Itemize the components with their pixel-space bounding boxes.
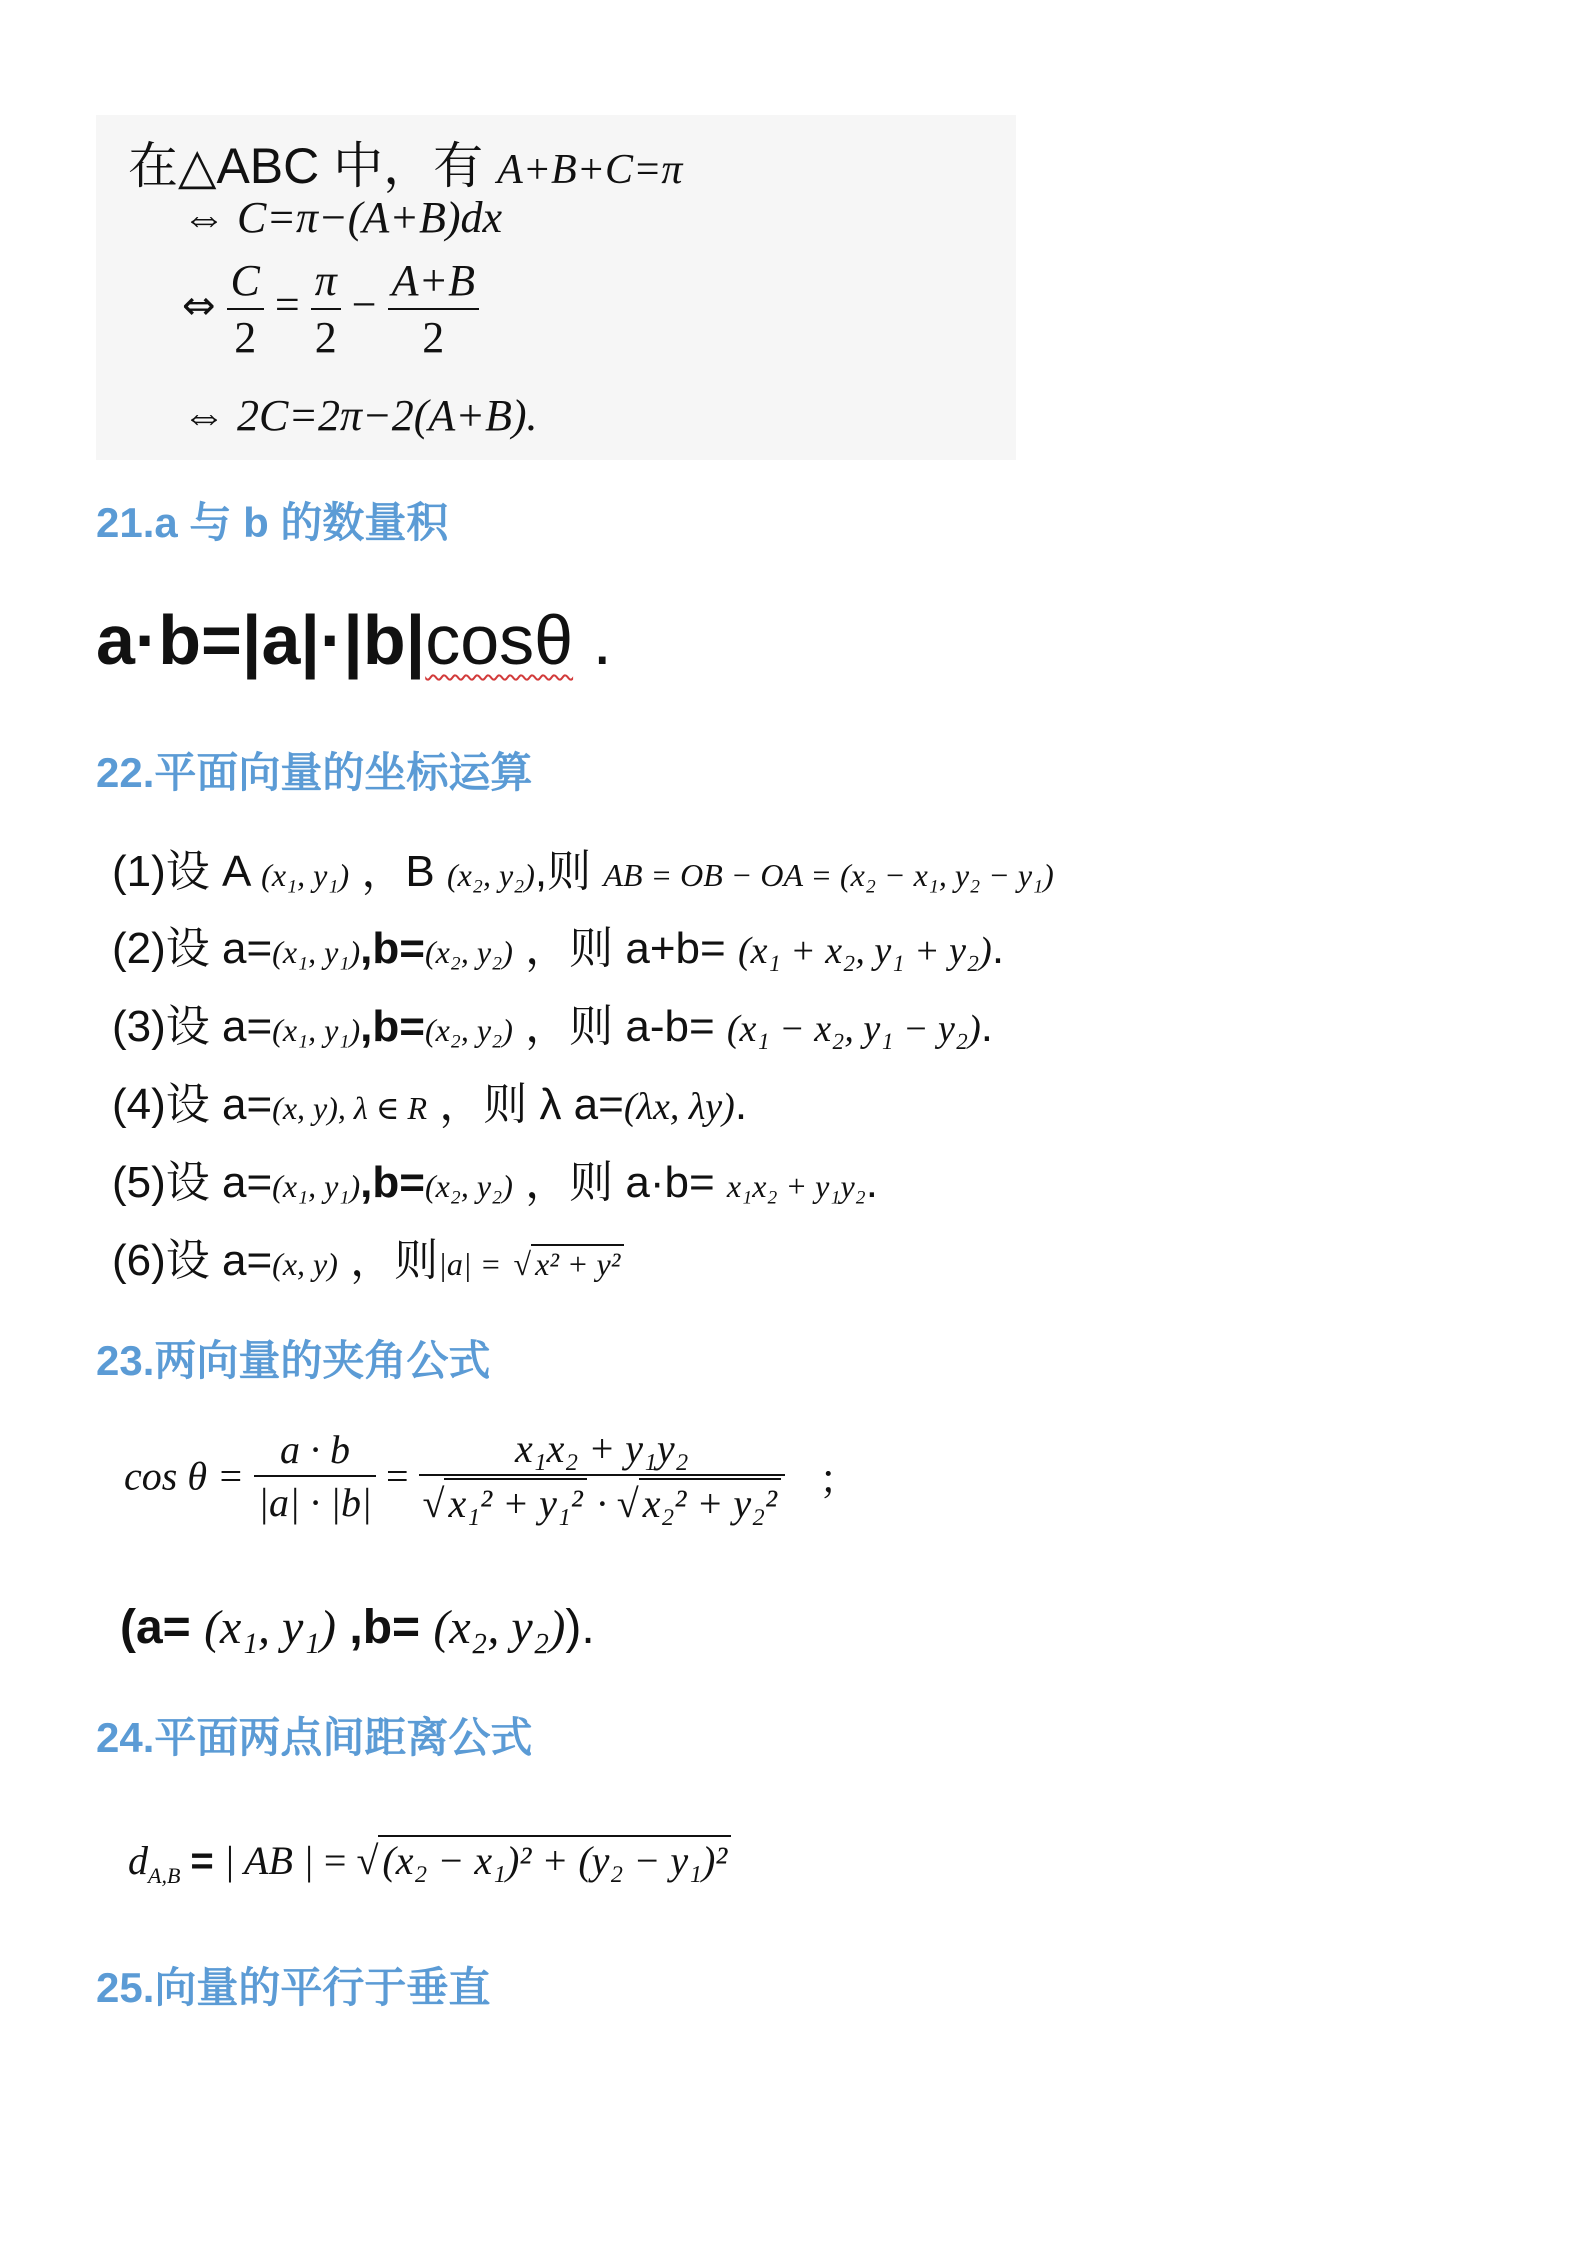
line-label: (5)设 a=: [112, 1158, 273, 1207]
heading-23: 23.两向量的夹角公式: [96, 1337, 491, 1384]
fraction-numerator: x₁x₂ + y₁y₂: [419, 1425, 786, 1476]
period: .: [734, 1080, 748, 1129]
heading-22: 22.平面向量的坐标运算: [96, 749, 533, 796]
coord-b: (x₂, y₂): [424, 934, 513, 970]
coord-a: (x₁, y₁): [261, 857, 350, 893]
fraction-numerator: C: [227, 255, 264, 310]
angle-fraction-1: [254, 1426, 376, 1526]
coord-b: (x₂, y₂): [446, 857, 535, 893]
fraction-denominator: 2: [422, 313, 445, 362]
coord-a: (x₁, y₁): [272, 1168, 361, 1204]
heading-21: 21.a 与 b 的数量积: [96, 499, 449, 546]
line-then: ，则: [350, 1236, 439, 1285]
sqrt-radicand-a: x₁² + y₁²: [444, 1478, 586, 1527]
coord-line-2: [112, 912, 1004, 976]
sqrt-symbol: √: [513, 1246, 532, 1282]
triangle-line-3: ⇔ 2C=2π−2(A+B).: [182, 391, 538, 440]
coord-a: (x, y), λ ∈ R: [272, 1090, 427, 1126]
line-then: ，则 a·b=: [525, 1158, 715, 1207]
fraction-numerator: π: [311, 255, 341, 310]
coord-a: (x, y): [272, 1246, 338, 1282]
distance-symbol: d: [128, 1838, 148, 1883]
period: .: [592, 601, 612, 679]
heading-25: 25.向量的平行于垂直: [96, 1964, 491, 2011]
line-separator: ，B: [361, 847, 435, 896]
condition-b-label: ,b=: [349, 1601, 421, 1654]
fraction-denominator: 2: [234, 313, 257, 362]
sqrt-radicand-b: x₂² + y₂²: [639, 1478, 781, 1527]
line-then: ，则 λ a=: [439, 1080, 624, 1129]
triangle-line-1: ⇔ C=π−(A+B)dx: [182, 193, 503, 242]
condition-b: (x₂, y₂): [433, 1601, 566, 1654]
condition-close: ).: [565, 1601, 595, 1654]
triangle-title: [128, 126, 682, 198]
coord-b: (x₂, y₂): [424, 1012, 513, 1048]
fraction-numerator: a · b: [254, 1426, 376, 1477]
sqrt-radicand: (x₂ − x₁)² + (y₂ − y₁)²: [378, 1835, 731, 1884]
period: .: [865, 1158, 879, 1207]
period: .: [980, 1002, 994, 1051]
triangle-title-equation: A+B+C=π: [497, 147, 683, 193]
fraction-denominator: |a| · |b|: [257, 1480, 372, 1525]
sqrt-radicand: x² + y²: [531, 1244, 624, 1283]
line-label: (2)设 a=: [112, 924, 273, 973]
line-label: (4)设 a=: [112, 1080, 273, 1129]
equals-sign: =: [385, 1453, 409, 1499]
modulus-label: |a| =: [438, 1246, 502, 1282]
coord-line-3: [112, 990, 993, 1054]
dot-result: x₁x₂ + y₁y₂: [726, 1168, 866, 1204]
fraction-a-plus-b-over-2: [388, 255, 479, 363]
difference-result: (x₁ − x₂, y₁ − y₂): [726, 1008, 981, 1050]
triangle-title-text: 在△ABC 中，有: [128, 138, 484, 194]
equals-sign: =: [274, 280, 300, 330]
b-label: ,b=: [360, 1158, 425, 1207]
fraction-pi-over-2: [311, 255, 341, 363]
iff-symbol: ⇔: [182, 283, 216, 330]
triangle-line-2: [182, 255, 479, 363]
distance-formula: [128, 1835, 731, 1889]
line-then: ，则 a-b=: [525, 1002, 715, 1051]
fraction-c-over-2: [227, 255, 264, 363]
dot-symbol: ·: [596, 1481, 607, 1526]
angle-condition: [120, 1600, 595, 1655]
fraction-denominator: [419, 1476, 786, 1527]
line-then: ，则 a+b=: [525, 924, 726, 973]
sqrt-symbol: √: [616, 1481, 639, 1526]
coord-a: (x₁, y₁): [272, 1012, 361, 1048]
coord-line-6: [112, 1224, 624, 1288]
coord-line-1: [112, 835, 1054, 899]
condition-open: (a=: [120, 1601, 191, 1654]
condition-a: (x₁, y₁): [204, 1601, 337, 1654]
dot-product-formula: [96, 600, 612, 680]
equals-sign: =: [190, 1839, 214, 1883]
vector-ab-result: AB = OB − OA = (x₂ − x₁, y₂ − y₁): [603, 857, 1054, 893]
line-label: (6)设 a=: [112, 1236, 273, 1285]
heading-24: 24.平面两点间距离公式: [96, 1714, 533, 1761]
distance-subscript: A,B: [148, 1863, 181, 1888]
sqrt-symbol: √: [422, 1481, 445, 1526]
angle-formula: [124, 1425, 859, 1527]
fraction-denominator: 2: [314, 313, 337, 362]
angle-fraction-2: [419, 1425, 786, 1527]
coord-a: (x₁, y₁): [272, 934, 361, 970]
period: .: [991, 924, 1005, 973]
line-label: (1)设 A: [112, 847, 249, 896]
coord-line-4: [112, 1068, 747, 1132]
b-label: ,b=: [360, 1002, 425, 1051]
minus-sign: −: [351, 280, 377, 330]
cos-theta: cosθ: [425, 601, 574, 679]
scalar-result: (λx, λy): [623, 1086, 735, 1128]
sqrt-symbol: √: [356, 1838, 379, 1883]
coord-b: (x₂, y₂): [424, 1168, 513, 1204]
semicolon: ；: [819, 1456, 860, 1502]
fraction-numerator: A+B: [388, 255, 479, 310]
equals-sign-2: =: [323, 1838, 347, 1883]
sum-result: (x₁ + x₂, y₁ + y₂): [737, 930, 992, 972]
line-then: ,则: [534, 847, 592, 896]
vector-ab-modulus: | AB |: [223, 1838, 314, 1883]
dot-product-lhs: a·b=|a|·|b|: [96, 601, 426, 679]
line-label: (3)设 a=: [112, 1002, 273, 1051]
cos-theta-lhs: cos θ =: [124, 1453, 244, 1499]
b-label: ,b=: [360, 924, 425, 973]
coord-line-5: [112, 1146, 878, 1210]
